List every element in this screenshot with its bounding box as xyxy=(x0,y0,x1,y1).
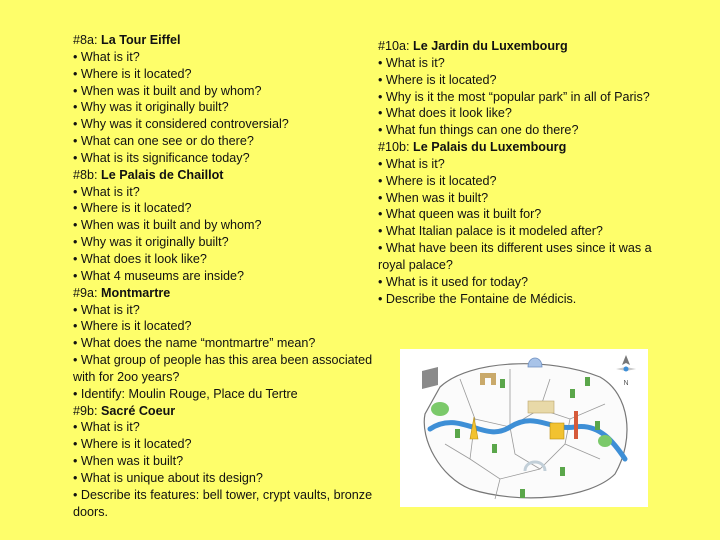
palais-chaillot-icon xyxy=(422,367,438,389)
section-heading xyxy=(378,38,658,55)
question-item: • What is it? xyxy=(73,184,140,199)
section-code: #8b: xyxy=(73,167,98,182)
paris-map-illustration xyxy=(400,349,648,507)
section-title: Le Palais de Chaillot xyxy=(101,167,224,182)
question-item: • What is it? xyxy=(378,55,445,70)
question-item: • Where is it located? xyxy=(73,66,192,81)
compass-label: N xyxy=(623,380,629,387)
question-item: • When was it built and by whom? xyxy=(73,83,262,98)
notre-dame-icon xyxy=(550,423,564,439)
section-title: Sacré Coeur xyxy=(101,403,176,418)
question-item: • What Italian palace is it modeled after? xyxy=(378,224,603,239)
question-item: • What does the name “montmartre” mean? xyxy=(73,336,316,351)
question-item: • What group of people has this area been associated with for 2oo years? xyxy=(73,353,373,384)
section-title: La Tour Eiffel xyxy=(101,33,181,47)
section-code: #9a: xyxy=(73,285,98,300)
compass-icon xyxy=(616,355,636,387)
section-heading xyxy=(73,167,373,184)
column-icon xyxy=(574,411,578,439)
question-item: • What 4 museums are inside? xyxy=(73,268,244,283)
section-title: Le Palais du Luxembourg xyxy=(413,140,567,155)
question-item: • What does it look like? xyxy=(378,106,512,121)
question-item: • Where is it located? xyxy=(73,437,192,452)
question-item: • What is it? xyxy=(73,420,140,435)
right-column xyxy=(378,38,658,308)
section-code: #8a: xyxy=(73,33,98,47)
section-heading xyxy=(73,285,373,302)
section-heading xyxy=(378,139,658,156)
question-item: • What is it? xyxy=(73,302,140,317)
question-item: • Why was it originally built? xyxy=(73,235,229,250)
question-item: • What does it look like? xyxy=(73,251,207,266)
left-column xyxy=(73,32,373,520)
section-code: #10a: xyxy=(378,39,410,53)
question-item: • When was it built and by whom? xyxy=(73,218,262,233)
section-title: Montmartre xyxy=(101,285,171,300)
section-code: #9b: xyxy=(73,403,98,418)
palace-icon xyxy=(528,401,554,413)
question-item: • Describe the Fontaine de Médicis. xyxy=(378,291,577,306)
section-title: Le Jardin du Luxembourg xyxy=(413,39,568,53)
question-item: • Identify: Moulin Rouge, Place du Tertre xyxy=(73,386,298,401)
question-item: • Where is it located? xyxy=(73,319,192,334)
park-east xyxy=(598,435,612,447)
question-item: • What is its significance today? xyxy=(73,150,250,165)
question-item: • What is it? xyxy=(378,156,445,171)
question-item: • Where is it located? xyxy=(378,173,497,188)
question-item: • What is it used for today? xyxy=(378,274,529,289)
question-item: • What is it? xyxy=(73,49,140,64)
park-west xyxy=(431,402,449,416)
question-item: • Describe its features: bell tower, crypt vaults, bronze doors. xyxy=(73,487,373,519)
question-item: • When was it built? xyxy=(73,454,184,469)
question-item: • Where is it located? xyxy=(378,72,497,87)
question-item: • What have been its different uses since it was a royal palace? xyxy=(378,241,652,272)
question-item: • What can one see or do there? xyxy=(73,134,254,149)
question-item: • What fun things can one do there? xyxy=(378,123,579,138)
question-item: • Where is it located? xyxy=(73,201,192,216)
question-item: • What queen was it built for? xyxy=(378,207,542,222)
question-item: • Why was it originally built? xyxy=(73,100,229,115)
section-heading xyxy=(73,403,373,420)
question-item: • Why was it considered controversial? xyxy=(73,117,289,132)
section-heading xyxy=(73,32,373,49)
section-code: #10b: xyxy=(378,140,410,155)
paris-map xyxy=(400,349,648,507)
question-item: • When was it built? xyxy=(378,190,489,205)
question-item: • Why is it the most “popular park” in all of Paris? xyxy=(378,89,650,104)
question-item: • What is unique about its design? xyxy=(73,470,263,485)
sacre-coeur-icon xyxy=(528,358,542,367)
